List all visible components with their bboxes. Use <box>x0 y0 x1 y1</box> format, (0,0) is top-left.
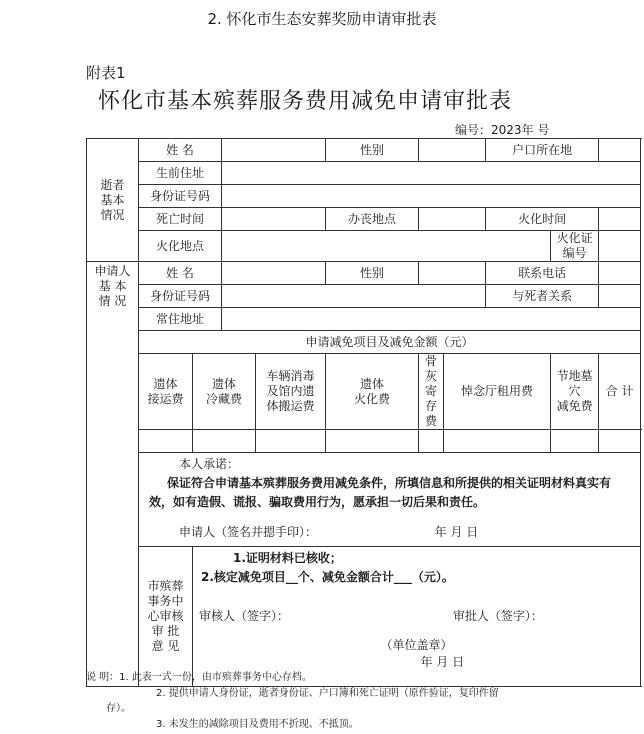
applicant-name-label: 姓 名 <box>139 262 222 285</box>
fee-col-disinfection: 车辆消毒 及馆内遗 体搬运费 <box>256 354 326 430</box>
fee-value-hall-rental[interactable] <box>444 430 551 453</box>
fee-col-burial-plot: 节地墓穴 减免费 <box>551 354 599 430</box>
relation-field[interactable] <box>599 285 641 308</box>
review-item-1: 1.证明材料已核收； <box>233 551 342 565</box>
cremation-cert-label: 火化证编号 <box>551 231 599 262</box>
deceased-gender-field[interactable] <box>419 139 486 162</box>
relation-label: 与死者关系 <box>486 285 599 308</box>
applicant-signature-line[interactable] <box>149 525 634 540</box>
review-item-2: 2.核定减免项目__个、减免金额合计___（元）。 <box>201 570 454 585</box>
fee-col-ash-storage: 骨灰 寄存 费 <box>419 354 444 430</box>
note-2-cont: 存）。 <box>106 703 131 714</box>
applicant-id-label: 身份证号码 <box>139 285 222 308</box>
review-signatures <box>199 609 634 624</box>
applicant-name-field[interactable] <box>222 262 326 285</box>
applicant-signature-label: 申请人（签名并摁手印）： <box>179 525 318 540</box>
cremation-cert-field[interactable] <box>599 231 641 262</box>
note-3: 3. 未发生的减除项目及费用不折现、不抵顶。 <box>156 718 359 730</box>
cremation-place-field[interactable] <box>222 231 551 262</box>
fee-col-hall-rental: 悼念厅租用费 <box>444 354 551 430</box>
applicant-id-field[interactable] <box>222 285 486 308</box>
fee-section-header: 申请减免项目及减免金额（元） <box>139 331 641 354</box>
deceased-gender-label: 性别 <box>326 139 419 162</box>
applicant-gender-label: 性别 <box>326 262 419 285</box>
death-time-label: 死亡时间 <box>139 208 222 231</box>
review-opinion-cell <box>193 547 641 687</box>
hukou-field[interactable] <box>599 139 641 162</box>
deceased-address-label: 生前住址 <box>139 162 222 185</box>
phone-label: 联系电话 <box>486 262 599 285</box>
reviewer-signature[interactable]: 审核人（签字）： <box>199 609 290 624</box>
applicant-pledge <box>139 453 641 547</box>
fee-value-transport[interactable] <box>139 430 193 453</box>
review-section-label: 市殡葬 事务中 心审核 审 批 意 见 <box>139 547 193 687</box>
fee-col-cremation: 遗体 火化费 <box>326 354 419 430</box>
approver-signature[interactable]: 审批人（签字）： <box>452 609 543 624</box>
note-1: 说 明：1. 此表一式一份，由市殡葬事务中心存档。 <box>86 672 312 683</box>
notes <box>86 670 499 732</box>
applicant-section-label: 申请人 基 本 情 况 <box>87 262 139 687</box>
cremation-time-label: 火化时间 <box>486 208 599 231</box>
deceased-id-field[interactable] <box>222 185 641 208</box>
fee-col-refrigeration: 遗体 冷藏费 <box>193 354 256 430</box>
fee-value-refrigeration[interactable] <box>193 430 256 453</box>
approval-form-table <box>86 138 641 687</box>
deceased-id-label: 身份证号码 <box>139 185 222 208</box>
fee-value-disinfection[interactable] <box>256 430 326 453</box>
deceased-name-label: 姓 名 <box>139 139 222 162</box>
form-title: 怀化市基本殡葬服务费用减免申请审批表 <box>98 89 513 114</box>
annex-label: 附表1 <box>86 64 126 82</box>
phone-field[interactable] <box>599 262 641 285</box>
review-date: 年 月 日 <box>420 655 465 670</box>
fee-value-cremation[interactable] <box>326 430 419 453</box>
note-2: 2. 提供申请人身份证，逝者身份证、户口簿和死亡证明（原件验证，复印件留 <box>156 687 499 699</box>
fee-value-total[interactable] <box>599 430 641 453</box>
pledge-date: 年 月 日 <box>434 525 479 540</box>
pledge-text: 保证符合申请基本殡葬服务费用减免条件，所填信息和所提供的相关证明材料真实有效，如有造假、谎报、骗取费用行为，愿承担一切后果和责任。 <box>149 476 612 509</box>
cremation-time-field[interactable] <box>599 208 641 231</box>
funeral-place-field[interactable] <box>419 208 486 231</box>
death-time-field[interactable] <box>222 208 326 231</box>
fee-col-total: 合 计 <box>599 354 641 430</box>
deceased-name-field[interactable] <box>222 139 326 162</box>
deceased-address-field[interactable] <box>222 162 641 185</box>
fee-value-ash-storage[interactable] <box>419 430 444 453</box>
cremation-place-label: 火化地点 <box>139 231 222 262</box>
applicant-address-label: 常住地址 <box>139 308 222 331</box>
document-heading: 2. 怀化市生态安葬奖励申请审批表 <box>207 10 437 28</box>
applicant-address-field[interactable] <box>222 308 641 331</box>
fee-col-transport: 遗体 接运费 <box>139 354 193 430</box>
funeral-place-label: 办丧地点 <box>326 208 419 231</box>
deceased-section-label: 逝者 基本 情况 <box>87 139 139 262</box>
hukou-label: 户口所在地 <box>486 139 599 162</box>
pledge-lead: 本人承诺： <box>179 457 240 471</box>
unit-seal: （单位盖章） <box>380 638 453 653</box>
serial-number: 编号：2023年 号 <box>455 123 550 137</box>
fee-value-burial-plot[interactable] <box>551 430 599 453</box>
applicant-gender-field[interactable] <box>419 262 486 285</box>
